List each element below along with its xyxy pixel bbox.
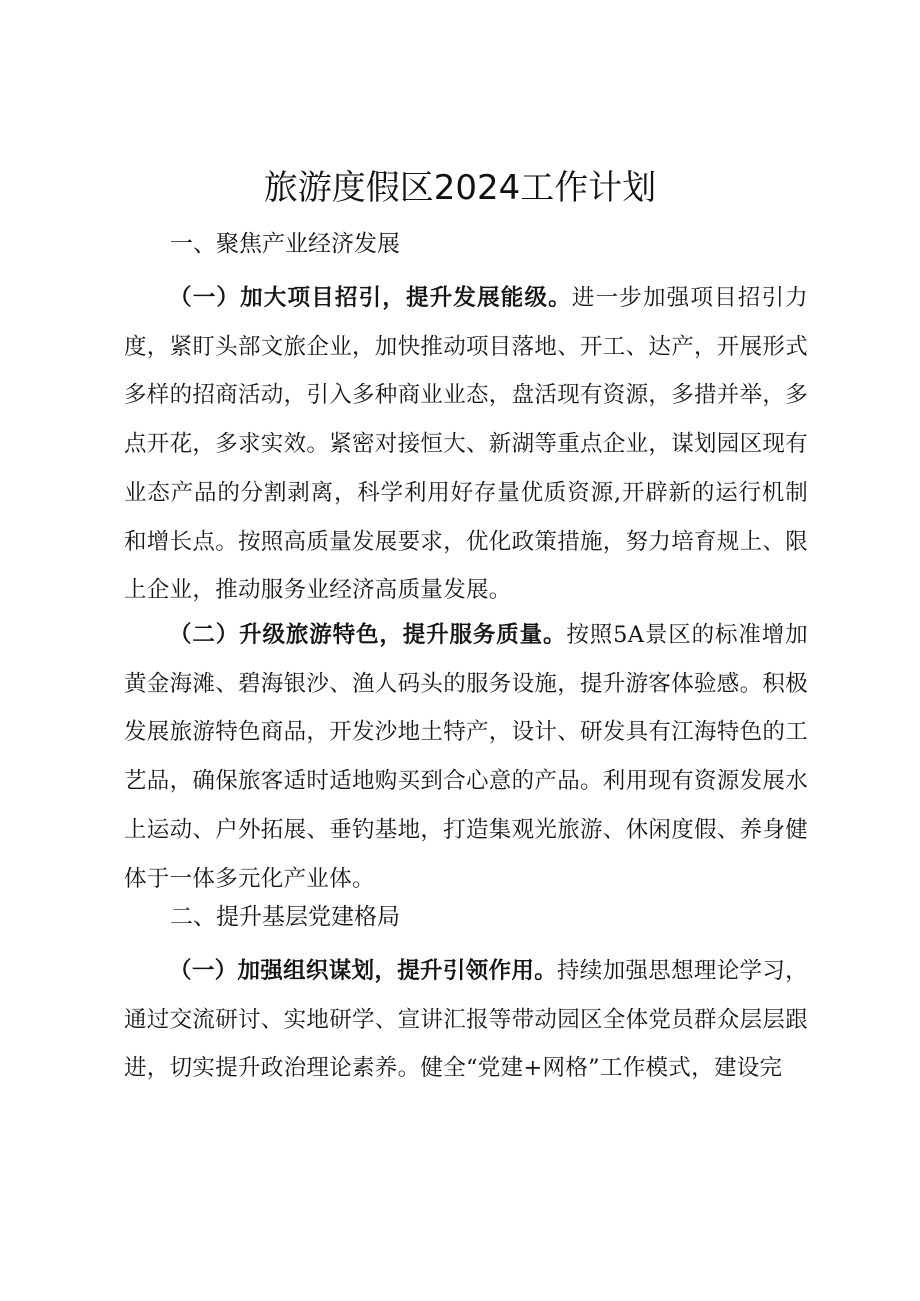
document-title: 旅游度假区2024工作计划 <box>263 168 657 208</box>
paragraph-lead: （二）升级旅游特色，提升服务质量。 <box>169 622 567 648</box>
paragraph-body: 持续加强思想理论学习，通过交流研讨、实地研学、宣讲汇报等带动园区全体党员群众层层跟进，切实提升政治理论素养。健全“党建+网格”工作模式，建设完 <box>124 958 809 1082</box>
paragraph-tourism-features <box>124 611 808 903</box>
paragraph-organization-planning <box>124 947 808 1093</box>
paragraph-body: 进一步加强项目招引力度，紧盯头部文旅企业，加快推动项目落地、开工、达产，开展形式多样的招商活动，引入多种商业业态，盘活现有资源，多措并举，多点开花，多求实效。紧密对接恒大、新湖等重点企业，谋划园区现有业态产品的分割剥离，科学利用好存量优质资源,开辟新的运行机制和增长点。按照高质量发展要求，优化政策措施，努力培育规上、限上企业，推动服务业经济高质量发展。 <box>124 285 809 604</box>
paragraph-body: 按照5A景区的标准增加黄金海滩、碧海银沙、渔人码头的服务设施，提升游客体验感。积极发展旅游特色商品，开发沙地土特产，设计、研发具有江海特色的工艺品，确保旅客适时适地购买到合心意的产品。利用现有资源发展水上运动、户外拓展、垂钓基地，打造集观光旅游、休闲度假、养身健体于一体多元化产业体。 <box>124 622 809 892</box>
paragraph-lead: （一）加大项目招引，提升发展能级。 <box>169 285 572 311</box>
paragraph-project-attraction <box>124 274 808 615</box>
section-heading-1: 一、聚焦产业经济发展 <box>170 231 400 257</box>
paragraph-lead: （一）加强组织谋划，提升引领作用。 <box>169 958 557 984</box>
section-heading-2: 二、提升基层党建格局 <box>170 904 400 930</box>
